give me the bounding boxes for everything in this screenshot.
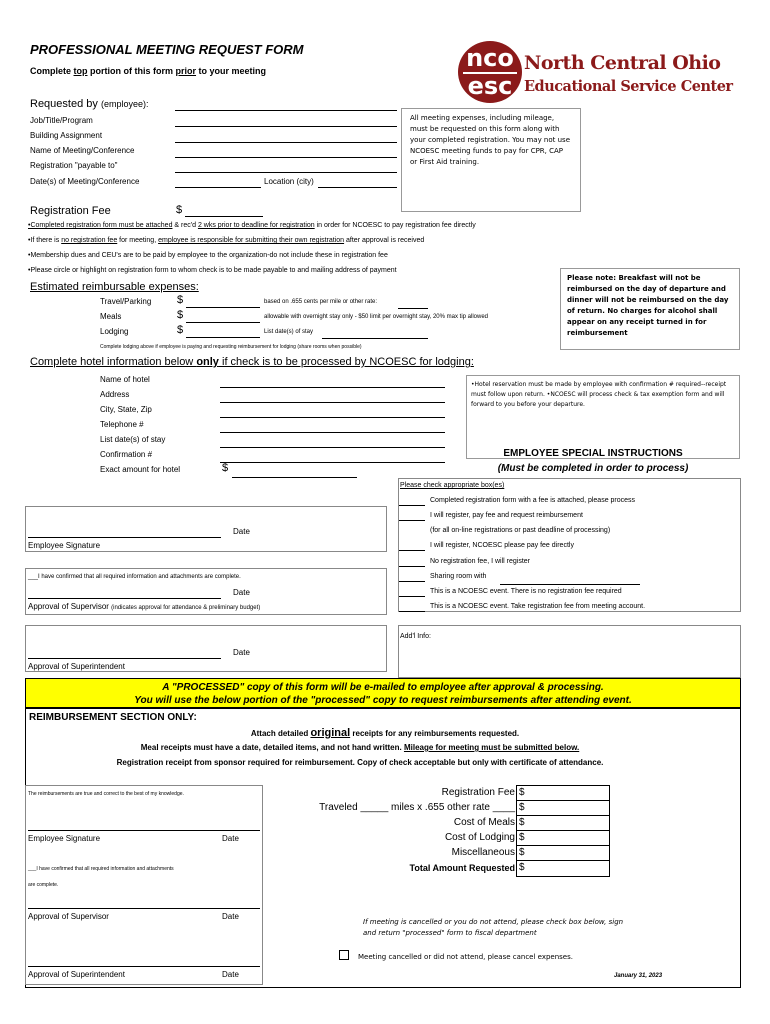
hotel-heading: Complete hotel information below only if check is to be processed by NCOESC for lodging: bbox=[30, 356, 474, 368]
reg-fee-dollar: $ bbox=[176, 204, 183, 216]
special-item-1[interactable]: I will register, pay fee and request reimbursement bbox=[430, 512, 583, 519]
job-title-label: Job/Title/Program bbox=[30, 116, 93, 125]
reimb-sig-box bbox=[25, 785, 263, 985]
payable-to-field[interactable] bbox=[175, 162, 397, 173]
supervisor-date-label: Date bbox=[233, 588, 250, 597]
requested-by-label: Requested by (employee): bbox=[30, 98, 149, 110]
reimb-attach-line: Attach detailed original receipts for any reimbursements requested. bbox=[250, 727, 520, 739]
hotel-address-label: Address bbox=[100, 390, 130, 399]
reimb-meal-line: Meal receipts must have a date, detailed items, and not hand written. Mileage for meeting must be submitted below. bbox=[140, 743, 580, 752]
meeting-name-field[interactable] bbox=[175, 147, 397, 158]
hotel-name-field[interactable] bbox=[220, 377, 445, 388]
hotel-amount-label: Exact amount for hotel bbox=[100, 465, 181, 474]
lodging-field[interactable] bbox=[186, 327, 260, 338]
job-title-field[interactable] bbox=[175, 116, 397, 127]
reimb-traveled-label: Traveled _____ miles x .655 other rate ____ bbox=[319, 802, 515, 813]
reimb-superintendent-date: Date bbox=[222, 970, 239, 979]
revision-date: January 31, 2023 bbox=[614, 973, 663, 979]
special-subtitle: (Must be completed in order to process) bbox=[497, 463, 689, 474]
hotel-dates-label: List date(s) of stay bbox=[100, 435, 166, 444]
hotel-confirmation-label: Confirmation # bbox=[100, 450, 153, 459]
cancel-note: If meeting is cancelled or you do not attend, please check box below, sign and return "processed" form to fiscal department bbox=[363, 918, 624, 937]
reg-fee-amount[interactable]: $ bbox=[519, 787, 525, 798]
lodging-dollar: $ bbox=[177, 324, 184, 336]
meals-note: allowable with overnight stay only - $50 limit per overnight stay, 20% max tip allowed bbox=[264, 314, 488, 320]
hotel-amount-field[interactable] bbox=[232, 467, 357, 478]
special-item-2: (for all on-line registrations or past deadline of processing) bbox=[430, 527, 611, 534]
expense-note-box: All meeting expenses, including mileage, must be requested on this form along with your completed registration. You may not use NCOESC meeting funds to pay for CPR, CAP or First Aid training. bbox=[401, 108, 581, 212]
supervisor-confirm[interactable]: ___I have confirmed that all required information and attachments are complete. bbox=[28, 574, 241, 580]
addl-info-box[interactable] bbox=[398, 625, 741, 678]
check-boxes-label: Please check appropriate box(es) bbox=[400, 482, 505, 489]
meals-amount[interactable]: $ bbox=[519, 817, 525, 828]
reimb-supervisor-label: Approval of Supervisor bbox=[28, 912, 109, 921]
dates-field[interactable] bbox=[175, 177, 261, 188]
lodging-label: Lodging bbox=[100, 327, 129, 336]
misc-amount[interactable]: $ bbox=[519, 847, 525, 858]
ncoesc-logo: nco esc bbox=[458, 41, 522, 103]
lodging-note: List date(s) of stay bbox=[264, 329, 314, 335]
employee-date-label: Date bbox=[233, 527, 250, 536]
travel-label: Travel/Parking bbox=[100, 297, 152, 306]
dates-label: Date(s) of Meeting/Conference bbox=[30, 177, 140, 186]
reimb-misc-label: Miscellaneous bbox=[451, 847, 515, 858]
hotel-phone-field[interactable] bbox=[220, 422, 445, 433]
hotel-city-label: City, State, Zip bbox=[100, 405, 152, 414]
hotel-name-label: Name of hotel bbox=[100, 375, 150, 384]
travel-rate-field[interactable] bbox=[398, 298, 428, 309]
registration-fee-field[interactable] bbox=[185, 206, 263, 217]
form-subtitle: Complete top portion of this form prior to your meeting bbox=[30, 66, 267, 76]
lodging-footnote: Complete lodging above if employee is paying and requesting reimbursement for lodging (share rooms when possible) bbox=[100, 344, 362, 350]
reimb-meals-label: Cost of Meals bbox=[453, 817, 515, 828]
reimb-employee-date: Date bbox=[222, 834, 239, 843]
cancel-checkbox-label: Meeting cancelled or did not attend, please cancel expenses. bbox=[358, 953, 573, 961]
travel-note: based on .655 cents per mile or other rate: bbox=[264, 299, 378, 305]
building-field[interactable] bbox=[175, 132, 397, 143]
reimb-supervisor-date: Date bbox=[222, 912, 239, 921]
reimb-title: REIMBURSEMENT SECTION ONLY: bbox=[29, 712, 197, 723]
travel-field[interactable] bbox=[186, 297, 260, 308]
travel-dollar: $ bbox=[177, 294, 184, 306]
special-title: EMPLOYEE SPECIAL INSTRUCTIONS bbox=[503, 448, 683, 459]
total-amount[interactable]: $ bbox=[519, 862, 525, 873]
requested-by-field[interactable] bbox=[175, 100, 397, 111]
bullet-registration: •Completed registration form must be attached & rec'd 2 wks prior to deadline for registration in order for NCOESC to pay registration fee directly bbox=[28, 222, 476, 229]
special-item-7[interactable]: This is a NCOESC event. Take registration fee from meeting account. bbox=[430, 603, 646, 610]
reimb-superintendent-label: Approval of Superintendent bbox=[28, 970, 125, 979]
processed-banner: A "PROCESSED" copy of this form will be e-mailed to employee after approval & processing. You will use the below portion of the "processed" copy to request reimbursements after attending event. bbox=[25, 678, 741, 708]
special-item-6[interactable]: This is a NCOESC event. There is no registration fee required bbox=[430, 588, 622, 595]
expenses-heading: Estimated reimbursable expenses: bbox=[30, 281, 199, 293]
reimb-amounts-box bbox=[516, 785, 610, 877]
bullet-membership: •Membership dues and CEU's are to be paid by employee to the organization-do not include these in registration fee bbox=[28, 252, 388, 259]
reimb-reg-fee-label: Registration Fee bbox=[441, 787, 515, 798]
org-name-line1: North Central Ohio bbox=[524, 52, 721, 74]
org-name-line2: Educational Service Center bbox=[524, 78, 733, 95]
location-label: Location (city) bbox=[264, 177, 314, 186]
reimb-confirm-1[interactable]: ___I have confirmed that all required information and attachments bbox=[28, 866, 174, 872]
bullet-no-fee: •If there is no registration fee for meeting, employee is responsible for submitting their own registration after approval is received bbox=[28, 237, 425, 244]
lodging-amount[interactable]: $ bbox=[519, 832, 525, 843]
hotel-city-field[interactable] bbox=[220, 407, 445, 418]
special-item-5[interactable]: Sharing room with bbox=[430, 573, 487, 580]
special-item-0[interactable]: Completed registration form with a fee is attached, please process bbox=[430, 497, 636, 504]
bullet-payable: •Please circle or highlight on registration form to whom check is to be made payable to and mailing address of payment bbox=[28, 267, 397, 274]
traveled-amount[interactable]: $ bbox=[519, 802, 525, 813]
location-field[interactable] bbox=[318, 177, 397, 188]
form-title: PROFESSIONAL MEETING REQUEST FORM bbox=[30, 42, 304, 57]
hotel-confirmation-field[interactable] bbox=[220, 452, 445, 463]
true-correct-text: The reimbursements are true and correct to the best of my knowledge. bbox=[28, 791, 184, 797]
reimb-receipt-line: Registration receipt from sponsor required for reimbursement. Copy of check acceptable but only with certificate of attendance. bbox=[116, 758, 604, 767]
special-item-3[interactable]: I will register, NCOESC please pay fee directly bbox=[430, 542, 574, 549]
reimb-confirm-2: are complete. bbox=[28, 882, 59, 888]
hotel-note-box: •Hotel reservation must be made by employee with confirmation # required--receipt must follow upon return. •NCOESC will process check & tax exemption form and will forward to you before your departure. bbox=[466, 375, 740, 459]
sharing-room-field[interactable] bbox=[500, 574, 640, 585]
superintendent-date-label: Date bbox=[233, 648, 250, 657]
building-label: Building Assignment bbox=[30, 131, 103, 140]
hotel-dates-field[interactable] bbox=[220, 437, 445, 448]
registration-fee-label: Registration Fee bbox=[30, 205, 111, 217]
meals-field[interactable] bbox=[186, 312, 260, 323]
reimb-lodging-label: Cost of Lodging bbox=[444, 832, 515, 843]
supervisor-sig-label: Approval of Supervisor (indicates approval for attendance & preliminary budget) bbox=[28, 602, 261, 611]
employee-sig-label: Employee Signature bbox=[28, 541, 101, 550]
addl-info-label: Add'l Info: bbox=[400, 633, 431, 640]
meals-label: Meals bbox=[100, 312, 122, 321]
hotel-address-field[interactable] bbox=[220, 392, 445, 403]
payable-to-label: Registration "payable to" bbox=[30, 161, 118, 170]
reimb-total-label: Total Amount Requested bbox=[409, 863, 515, 873]
breakfast-note-box: Please note: Breakfast will not be reimbursed on the day of departure and dinner will not be reimbursed on the day of return. No charges for alcohol shall appear on any receipt turned in for reimbursement bbox=[560, 268, 740, 350]
cancel-checkbox[interactable] bbox=[339, 950, 349, 960]
superintendent-sig-label: Approval of Superintendent bbox=[28, 662, 125, 671]
reimb-employee-sig-label: Employee Signature bbox=[28, 834, 101, 843]
meeting-name-label: Name of Meeting/Conference bbox=[30, 146, 135, 155]
hotel-amount-dollar: $ bbox=[222, 462, 229, 474]
hotel-phone-label: Telephone # bbox=[100, 420, 144, 429]
lodging-dates-field[interactable] bbox=[322, 328, 428, 339]
meals-dollar: $ bbox=[177, 309, 184, 321]
special-item-4[interactable]: No registration fee, I will register bbox=[430, 558, 530, 565]
